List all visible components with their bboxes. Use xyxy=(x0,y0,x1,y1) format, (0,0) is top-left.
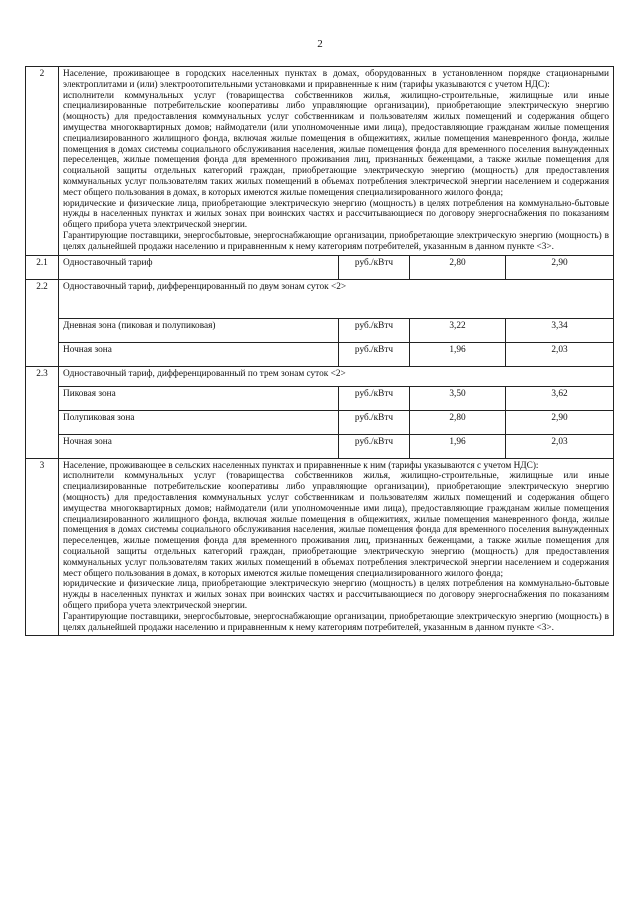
section-2-row xyxy=(26,67,614,256)
section-description xyxy=(59,67,614,256)
section-description xyxy=(59,458,614,636)
tariff-row xyxy=(26,255,614,279)
value-cell: 2,03 xyxy=(506,342,614,366)
tariff-label: Пиковая зона xyxy=(59,386,339,410)
unit-cell: руб./кВтч xyxy=(339,434,410,458)
tariff-heading: Одноставочный тариф, дифференцированный по трем зонам суток <2> xyxy=(59,366,614,386)
unit-cell: руб./кВтч xyxy=(339,410,410,434)
paragraph: исполнители коммунальных услуг (товарищества собственников жилья, жилищно-строительные, жилищные или иные специализированные потребительские кооперативы либо управляющие организации), приобретающие электрическую энергию (мощность) для предоставления коммунальных услуг собственникам и пользователям жилых помещений и содержания общего имущества многоквартирных домов; наймодатели (или уполномоченные ими лица), предоставляющие гражданам жилые помещения специализированного жилищного фонда, включая жилые помещения в общежитиях, жилые помещения маневренного фонда, жилые помещения в домах системы социального обслуживания населения, жилые помещения фонда для временного поселения вынужденных переселенцев, жилые помещения фонда для временного проживания лиц, признанных беженцами, а также жилые помещения для социальной защиты отдельных категорий граждан, приобретающие электрическую энергию (мощность) для предоставления коммунальных услуг пользователям таких жилых помещений в объемах потребления электрической энергии населением и содержания мест общего пользования в домах, в которых имеются жилые помещения специализированного жилого фонда; xyxy=(63,90,609,198)
row-number: 2 xyxy=(26,67,59,256)
page-number: 2 xyxy=(317,38,323,50)
row-number: 2.3 xyxy=(26,366,59,458)
row-number: 3 xyxy=(26,458,59,636)
row-number: 2.2 xyxy=(26,279,59,366)
tariff-heading: Одноставочный тариф, дифференцированный по двум зонам суток <2> xyxy=(59,279,614,318)
tariff-label: Одноставочный тариф xyxy=(59,255,339,279)
value-cell: 2,03 xyxy=(506,434,614,458)
paragraph: Население, проживающее в сельских населенных пунктах и приравненные к ним (тарифы указываются с учетом НДС): xyxy=(63,460,539,471)
section-3-row xyxy=(26,458,614,636)
tariff-label: Ночная зона xyxy=(59,342,339,366)
tariff-table xyxy=(25,66,614,636)
value-cell: 2,80 xyxy=(410,410,506,434)
value-cell: 2,90 xyxy=(506,410,614,434)
tariff-heading-row xyxy=(26,279,614,318)
paragraph: Население, проживающее в городских населенных пунктах в домах, оборудованных в установленном порядке стационарными электроплитами и (или) электроотопительными установками и приравненные к ним (тарифы указываются с учетом НДС): xyxy=(63,69,609,90)
value-cell: 2,80 xyxy=(410,255,506,279)
paragraph: юридические и физические лица, приобретающие электрическую энергию (мощность) в целях потребления на коммунально-бытовые нужды в населенных пунктах и жилых зонах при воинских частях и рассчитывающиеся по договору энергоснабжения по показаниям общего прибора учета электрической энергии. xyxy=(63,579,609,611)
value-cell: 1,96 xyxy=(410,434,506,458)
tariff-label: Ночная зона xyxy=(59,434,339,458)
paragraph: Гарантирующие поставщики, энергосбытовые, энергоснабжающие организации, приобретающие электрическую энергию (мощность) в целях дальнейшей продажи населению и приравненным к нему категориям потребителей, указанным в данном пункте <3>. xyxy=(63,611,609,633)
tariff-heading-row xyxy=(26,366,614,386)
tariff-row xyxy=(26,410,614,434)
tariff-label: Дневная зона (пиковая и полупиковая) xyxy=(59,318,339,342)
tariff-row xyxy=(26,342,614,366)
paragraph: юридические и физические лица, приобретающие электрическую энергию (мощность) в целях потребления на коммунально-бытовые нужды в населенных пунктах и жилых зонах при воинских частях и рассчитывающиеся по договору энергоснабжения по показаниям общего прибора учета электрической энергии. xyxy=(63,198,609,231)
paragraph: исполнители коммунальных услуг (товарищества собственников жилья, жилищно-строительные, жилищные или иные специализированные потребительские кооперативы либо управляющие организации), приобретающие электрическую энергию (мощность) для предоставления коммунальных услуг собственникам и пользователям жилых помещений и содержания общего имущества многоквартирных домов; наймодатели (или уполномоченные ими лица), предоставляющие гражданам жилые помещения специализированного жилищного фонда, включая жилые помещения в общежитиях, жилые помещения маневренного фонда, жилые помещения в домах системы социального обслуживания населения, жилые помещения фонда для временного поселения вынужденных переселенцев, жилые помещения фонда для временного проживания лиц, признанных беженцами, а также жилые помещения для социальной защиты отдельных категорий граждан, приобретающие электрическую энергию (мощность) для предоставления коммунальных услуг пользователям таких жилых помещений в объемах потребления электрической энергии населением и содержания мест общего пользования в домах, в которых имеются жилые помещения специализированного жилого фонда; xyxy=(63,471,609,579)
unit-cell: руб./кВтч xyxy=(339,255,410,279)
tariff-row xyxy=(26,386,614,410)
paragraph: Гарантирующие поставщики, энергосбытовые, энергоснабжающие организации, приобретающие электрическую энергию (мощность) в целях дальнейшей продажи населению и приравненным к нему категориям потребителей, указанным в данном пункте <3>. xyxy=(63,230,609,252)
tariff-row xyxy=(26,434,614,458)
unit-cell: руб./кВтч xyxy=(339,318,410,342)
value-cell: 3,50 xyxy=(410,386,506,410)
value-cell: 3,62 xyxy=(506,386,614,410)
row-number: 2.1 xyxy=(26,255,59,279)
tariff-label: Полупиковая зона xyxy=(59,410,339,434)
value-cell: 1,96 xyxy=(410,342,506,366)
value-cell: 3,34 xyxy=(506,318,614,342)
tariff-row xyxy=(26,318,614,342)
value-cell: 2,90 xyxy=(506,255,614,279)
unit-cell: руб./кВтч xyxy=(339,386,410,410)
unit-cell: руб./кВтч xyxy=(339,342,410,366)
value-cell: 3,22 xyxy=(410,318,506,342)
